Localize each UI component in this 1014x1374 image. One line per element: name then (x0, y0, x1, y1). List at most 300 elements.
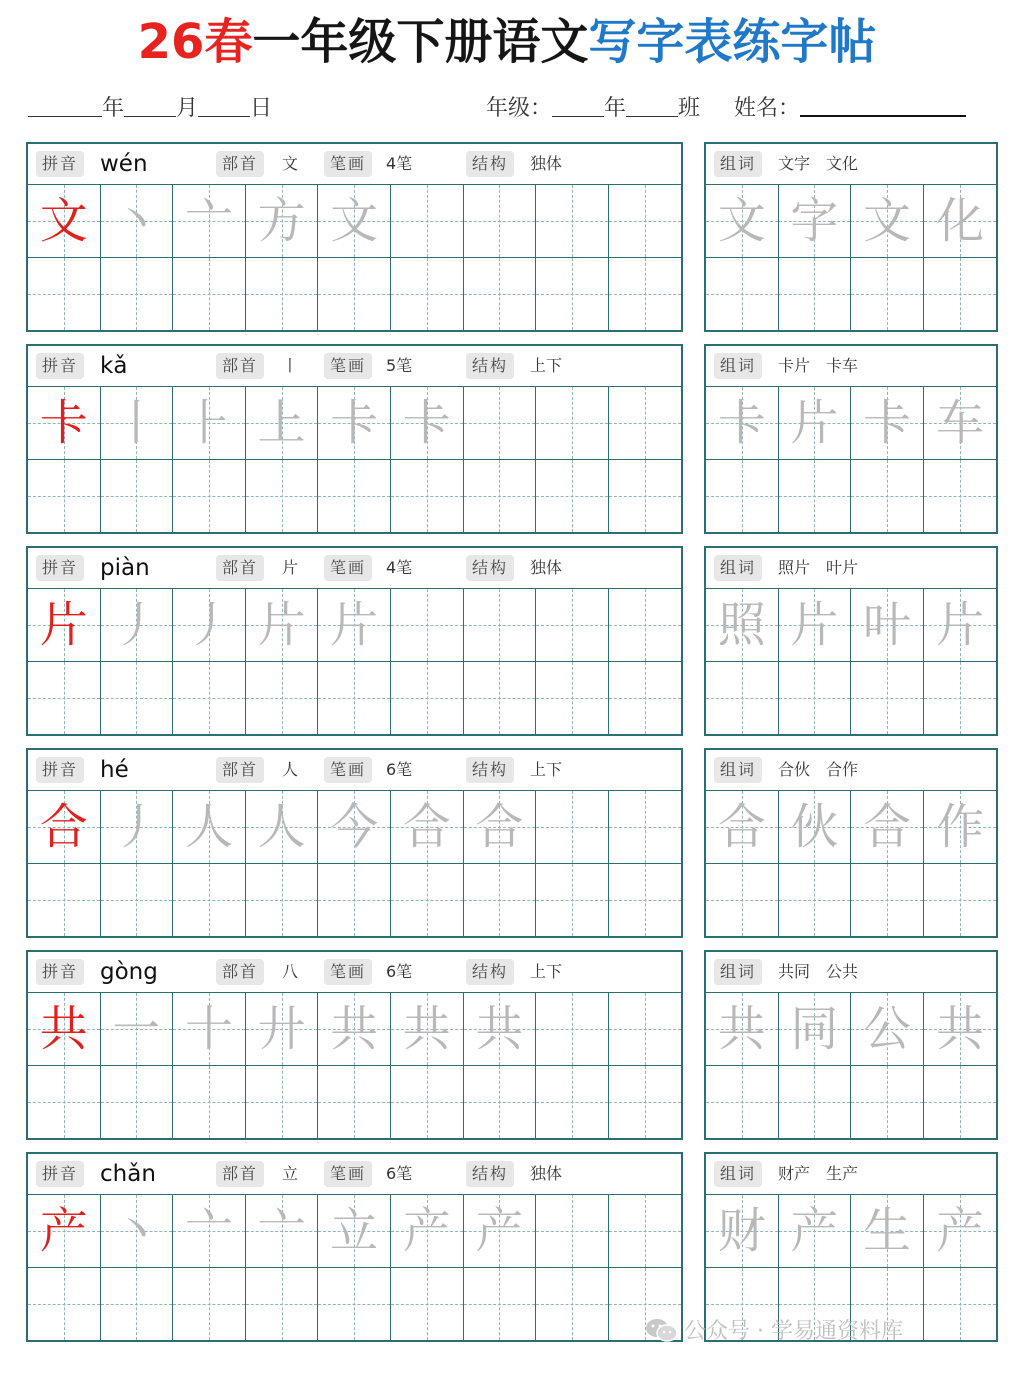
writing-cell[interactable] (924, 1195, 997, 1268)
guide-line-v (136, 460, 137, 533)
writing-cell[interactable] (28, 185, 101, 258)
guide-line-v (572, 993, 573, 1065)
writing-cell[interactable] (851, 1195, 924, 1268)
page-title (0, 10, 1014, 74)
class-label: 班 (678, 96, 701, 121)
writing-cell[interactable] (706, 185, 779, 258)
writing-cell[interactable] (706, 589, 779, 662)
stroke-order-step: 丨 (112, 395, 161, 451)
radical-value: 八 (282, 962, 299, 981)
word-trace-character: 合 (862, 799, 911, 855)
writing-cell[interactable] (101, 791, 174, 864)
writing-cell[interactable] (101, 864, 174, 937)
writing-cell[interactable] (609, 460, 682, 533)
guide-line-v (814, 1066, 815, 1139)
writing-cell[interactable] (318, 1066, 391, 1139)
writing-cell[interactable] (536, 589, 609, 662)
grade-label: 年级： (486, 96, 553, 121)
writing-cell[interactable] (851, 864, 924, 937)
writing-cell[interactable] (28, 387, 101, 460)
guide-line-v (572, 1066, 573, 1139)
guide-line-v (814, 662, 815, 735)
writing-cell[interactable] (924, 460, 997, 533)
name-label: 姓名： (734, 96, 801, 121)
card-header (706, 750, 996, 791)
writing-cell[interactable] (28, 864, 101, 937)
writing-cell[interactable] (246, 1195, 319, 1268)
writing-cell[interactable] (173, 258, 246, 331)
title-grade: 一年级下册语文 (252, 14, 589, 70)
writing-cell[interactable] (246, 1066, 319, 1139)
writing-cell[interactable] (609, 791, 682, 864)
stroke-order-step: 丿 (184, 597, 233, 653)
model-character: 产 (39, 1203, 88, 1259)
word-card-wén (704, 142, 998, 332)
writing-cell[interactable] (173, 460, 246, 533)
stroke-order-step: 丿 (112, 799, 161, 855)
tianzige-grid (28, 387, 681, 532)
structure-tag: 结构 (466, 757, 514, 783)
guide-line-v (742, 258, 743, 331)
writing-cell[interactable] (391, 1066, 464, 1139)
class-blank[interactable] (626, 93, 678, 117)
writing-cell[interactable] (391, 387, 464, 460)
guide-line-v (960, 258, 961, 331)
writing-cell[interactable] (391, 589, 464, 662)
writing-cell[interactable] (706, 662, 779, 735)
writing-cell[interactable] (173, 1268, 246, 1341)
writing-cell[interactable] (464, 791, 537, 864)
stroke-order-step: 一 (112, 1001, 161, 1057)
year-blank[interactable] (28, 93, 102, 117)
guide-line-v (354, 1268, 355, 1341)
word-trace-character: 卡 (862, 395, 911, 451)
writing-cell[interactable] (391, 993, 464, 1066)
tianzige-grid (28, 185, 681, 330)
radical-tag: 部首 (216, 757, 264, 783)
writing-cell[interactable] (706, 791, 779, 864)
writing-cell[interactable] (246, 589, 319, 662)
guide-line-v (499, 864, 500, 937)
char-card-wén (26, 142, 683, 332)
writing-cell[interactable] (246, 387, 319, 460)
card-header (706, 144, 996, 185)
words-tag: 组词 (714, 353, 762, 379)
guide-line-v (814, 460, 815, 533)
writing-cell[interactable] (246, 1268, 319, 1341)
stroke-order-step: 合 (475, 799, 524, 855)
radical-tag: 部首 (216, 959, 264, 985)
writing-cell[interactable] (536, 185, 609, 258)
guide-line-v (499, 258, 500, 331)
writing-cell[interactable] (28, 1066, 101, 1139)
pinyin-value: wén (100, 151, 148, 177)
guide-line-v (64, 864, 65, 937)
guide-line-v (64, 1066, 65, 1139)
writing-cell[interactable] (246, 864, 319, 937)
guide-line-v (572, 791, 573, 863)
writing-cell[interactable] (779, 993, 852, 1066)
guide-line-v (645, 993, 646, 1065)
strokes-value: 4笔 (386, 154, 413, 173)
writing-cell[interactable] (101, 662, 174, 735)
tianzige-grid (28, 791, 681, 936)
writing-cell[interactable] (851, 1066, 924, 1139)
writing-cell[interactable] (464, 589, 537, 662)
pinyin-value: gòng (100, 959, 158, 985)
writing-cell[interactable] (246, 993, 319, 1066)
writing-cell[interactable] (391, 864, 464, 937)
writing-cell[interactable] (609, 387, 682, 460)
writing-cell[interactable] (779, 1195, 852, 1268)
writing-cell[interactable] (536, 1268, 609, 1341)
tianzige-grid (28, 993, 681, 1138)
char-card-chǎn (26, 1152, 683, 1342)
writing-cell[interactable] (464, 387, 537, 460)
wechat-icon (644, 1317, 678, 1343)
writing-cell[interactable] (173, 387, 246, 460)
guide-line-v (572, 589, 573, 661)
writing-cell[interactable] (779, 864, 852, 937)
stroke-order-step: ⺊ (184, 395, 233, 451)
writing-cell[interactable] (924, 1066, 997, 1139)
writing-cell[interactable] (851, 258, 924, 331)
writing-cell[interactable] (924, 993, 997, 1066)
writing-cell[interactable] (609, 258, 682, 331)
writing-cell[interactable] (101, 460, 174, 533)
guide-line-v (136, 1066, 137, 1139)
word-trace-character: 同 (790, 1001, 839, 1057)
guide-line-v (282, 1268, 283, 1341)
writing-cell[interactable] (101, 589, 174, 662)
writing-cell[interactable] (464, 460, 537, 533)
writing-cell[interactable] (464, 185, 537, 258)
writing-cell[interactable] (318, 993, 391, 1066)
writing-cell[interactable] (28, 1268, 101, 1341)
day-blank[interactable] (198, 93, 250, 117)
radical-tag: 部首 (216, 555, 264, 581)
writing-cell[interactable] (464, 1195, 537, 1268)
writing-cell[interactable] (706, 258, 779, 331)
writing-cell[interactable] (706, 1195, 779, 1268)
writing-cell[interactable] (536, 791, 609, 864)
guide-line-v (572, 460, 573, 533)
writing-cell[interactable] (609, 1066, 682, 1139)
word-trace-character: 卡 (717, 395, 766, 451)
writing-cell[interactable] (924, 589, 997, 662)
tianzige-grid (28, 1195, 681, 1340)
guide-line-v (499, 1066, 500, 1139)
writing-cell[interactable] (318, 258, 391, 331)
pinyin-tag: 拼音 (36, 555, 84, 581)
writing-cell[interactable] (173, 662, 246, 735)
strokes-value: 6笔 (386, 1164, 413, 1183)
writing-cell[interactable] (924, 864, 997, 937)
writing-cell[interactable] (924, 662, 997, 735)
writing-cell[interactable] (173, 864, 246, 937)
writing-cell[interactable] (924, 791, 997, 864)
writing-cell[interactable] (246, 791, 319, 864)
tianzige-grid (706, 185, 996, 330)
radical-value: 文 (282, 154, 299, 173)
writing-cell[interactable] (391, 791, 464, 864)
writing-cell[interactable] (851, 662, 924, 735)
words-tag: 组词 (714, 959, 762, 985)
writing-cell[interactable] (706, 864, 779, 937)
writing-cell[interactable] (318, 460, 391, 533)
word-trace-character: 作 (936, 799, 985, 855)
writing-cell[interactable] (851, 589, 924, 662)
writing-cell[interactable] (391, 662, 464, 735)
writing-cell[interactable] (101, 1066, 174, 1139)
stroke-order-step: 片 (330, 597, 379, 653)
writing-cell[interactable] (536, 258, 609, 331)
writing-cell[interactable] (536, 1195, 609, 1268)
writing-cell[interactable] (924, 387, 997, 460)
pinyin-tag: 拼音 (36, 757, 84, 783)
word-trace-character: 产 (790, 1203, 839, 1259)
guide-line-v (645, 1195, 646, 1267)
writing-cell[interactable] (28, 589, 101, 662)
stroke-order-step: 卡 (402, 395, 451, 451)
guide-line-v (209, 1066, 210, 1139)
writing-cell[interactable] (28, 791, 101, 864)
radical-value: 片 (282, 558, 299, 577)
guide-line-v (427, 460, 428, 533)
stroke-order-step: 丶 (112, 1203, 161, 1259)
model-character: 卡 (39, 395, 88, 451)
writing-cell[interactable] (318, 662, 391, 735)
writing-cell[interactable] (851, 185, 924, 258)
writing-cell[interactable] (464, 258, 537, 331)
writing-cell[interactable] (246, 662, 319, 735)
writing-cell[interactable] (536, 993, 609, 1066)
radical-tag: 部首 (216, 151, 264, 177)
words-value: 财产 生产 (778, 1164, 859, 1183)
guide-line-v (742, 1066, 743, 1139)
writing-cell[interactable] (318, 185, 391, 258)
word-trace-character: 化 (936, 193, 985, 249)
guide-line-v (887, 460, 888, 533)
writing-cell[interactable] (173, 185, 246, 258)
writing-cell[interactable] (464, 864, 537, 937)
writing-cell[interactable] (609, 185, 682, 258)
words-value: 文字 文化 (778, 154, 859, 173)
writing-cell[interactable] (779, 589, 852, 662)
strokes-tag: 笔画 (324, 1161, 372, 1187)
word-trace-character: 公 (862, 1001, 911, 1057)
writing-cell[interactable] (706, 993, 779, 1066)
writing-cell[interactable] (101, 387, 174, 460)
grade-blank[interactable] (552, 93, 604, 117)
stroke-order-step: 上 (257, 395, 306, 451)
writing-cell[interactable] (464, 662, 537, 735)
writing-cell[interactable] (28, 460, 101, 533)
writing-cell[interactable] (391, 460, 464, 533)
stroke-order-step: 丿 (112, 597, 161, 653)
name-blank[interactable] (800, 93, 966, 117)
stroke-order-step: 共 (402, 1001, 451, 1057)
writing-cell[interactable] (101, 993, 174, 1066)
structure-tag: 结构 (466, 555, 514, 581)
stroke-order-step: 人 (184, 799, 233, 855)
guide-line-v (427, 662, 428, 735)
watermark-text: 公众号 · 学易通资料库 (684, 1319, 903, 1344)
pinyin-value: hé (100, 757, 129, 783)
structure-value: 独体 (530, 154, 563, 173)
writing-cell[interactable] (391, 258, 464, 331)
writing-cell[interactable] (391, 1268, 464, 1341)
writing-cell[interactable] (924, 185, 997, 258)
writing-cell[interactable] (609, 864, 682, 937)
year-label: 年 (102, 96, 125, 121)
writing-cell[interactable] (28, 993, 101, 1066)
stroke-order-step: 立 (330, 1203, 379, 1259)
writing-cell[interactable] (536, 387, 609, 460)
word-card-piàn (704, 546, 998, 736)
writing-cell[interactable] (318, 791, 391, 864)
guide-line-v (136, 258, 137, 331)
title-term: 26春 (137, 14, 253, 70)
guide-line-v (887, 258, 888, 331)
card-header (28, 548, 681, 589)
writing-cell[interactable] (706, 1066, 779, 1139)
writing-cell[interactable] (318, 864, 391, 937)
writing-cell[interactable] (246, 460, 319, 533)
writing-cell[interactable] (391, 1195, 464, 1268)
stroke-order-step: 十 (184, 1001, 233, 1057)
writing-cell[interactable] (851, 460, 924, 533)
guide-line-v (645, 387, 646, 459)
writing-cell[interactable] (173, 993, 246, 1066)
writing-cell[interactable] (246, 258, 319, 331)
class-line (486, 92, 966, 126)
char-card-gòng (26, 950, 683, 1140)
writing-cell[interactable] (464, 1268, 537, 1341)
writing-cell[interactable] (101, 1268, 174, 1341)
writing-cell[interactable] (536, 1066, 609, 1139)
writing-cell[interactable] (28, 258, 101, 331)
writing-cell[interactable] (464, 1066, 537, 1139)
date-line (28, 92, 272, 126)
writing-cell[interactable] (924, 258, 997, 331)
month-blank[interactable] (124, 93, 176, 117)
card-header (706, 952, 996, 993)
writing-cell[interactable] (779, 258, 852, 331)
word-trace-character: 合 (717, 799, 766, 855)
guide-line-v (282, 662, 283, 735)
writing-cell[interactable] (318, 387, 391, 460)
writing-cell[interactable] (609, 993, 682, 1066)
stroke-order-step: 合 (402, 799, 451, 855)
writing-cell[interactable] (536, 864, 609, 937)
guide-line-v (645, 460, 646, 533)
writing-cell[interactable] (536, 460, 609, 533)
guide-line-v (814, 258, 815, 331)
pinyin-tag: 拼音 (36, 959, 84, 985)
guide-line-v (499, 460, 500, 533)
title-subject: 写字表练字帖 (588, 14, 877, 70)
word-card-gòng (704, 950, 998, 1140)
guide-line-v (645, 589, 646, 661)
writing-cell[interactable] (706, 460, 779, 533)
writing-cell[interactable] (464, 993, 537, 1066)
structure-tag: 结构 (466, 353, 514, 379)
writing-cell[interactable] (779, 1066, 852, 1139)
stroke-order-step: 廾 (257, 1001, 306, 1057)
writing-cell[interactable] (924, 1268, 997, 1341)
writing-cell[interactable] (779, 662, 852, 735)
guide-line-v (354, 1066, 355, 1139)
strokes-value: 5笔 (386, 356, 413, 375)
words-tag: 组词 (714, 757, 762, 783)
writing-cell[interactable] (318, 589, 391, 662)
writing-cell[interactable] (318, 1268, 391, 1341)
writing-cell[interactable] (706, 387, 779, 460)
writing-cell[interactable] (851, 993, 924, 1066)
guide-line-v (887, 864, 888, 937)
char-card-piàn (26, 546, 683, 736)
guide-line-v (136, 864, 137, 937)
writing-cell[interactable] (779, 791, 852, 864)
word-card-hé (704, 748, 998, 938)
words-tag: 组词 (714, 151, 762, 177)
guide-line-v (427, 185, 428, 257)
writing-cell[interactable] (101, 185, 174, 258)
guide-line-v (499, 1268, 500, 1341)
writing-cell[interactable] (779, 387, 852, 460)
writing-cell[interactable] (173, 1195, 246, 1268)
strokes-tag: 笔画 (324, 959, 372, 985)
guide-line-v (499, 662, 500, 735)
writing-cell[interactable] (779, 460, 852, 533)
guide-line-v (427, 589, 428, 661)
guide-line-v (645, 258, 646, 331)
char-card-kǎ (26, 344, 683, 534)
guide-line-v (887, 1066, 888, 1139)
writing-cell[interactable] (28, 662, 101, 735)
structure-value: 上下 (530, 962, 563, 981)
word-trace-character: 文 (717, 193, 766, 249)
writing-cell[interactable] (28, 1195, 101, 1268)
writing-cell[interactable] (246, 185, 319, 258)
writing-cell[interactable] (101, 258, 174, 331)
writing-cell[interactable] (851, 791, 924, 864)
writing-cell[interactable] (173, 589, 246, 662)
card-header (28, 144, 681, 185)
writing-cell[interactable] (391, 185, 464, 258)
writing-cell[interactable] (609, 662, 682, 735)
writing-cell[interactable] (101, 1195, 174, 1268)
structure-value: 上下 (530, 356, 563, 375)
writing-cell[interactable] (609, 589, 682, 662)
writing-cell[interactable] (173, 791, 246, 864)
guide-line-v (742, 662, 743, 735)
writing-cell[interactable] (173, 1066, 246, 1139)
tianzige-grid (28, 589, 681, 734)
stroke-order-step: 亠 (257, 1203, 306, 1259)
guide-line-v (282, 460, 283, 533)
stroke-order-step: 亠 (184, 1203, 233, 1259)
writing-cell[interactable] (536, 662, 609, 735)
pinyin-value: piàn (100, 555, 150, 581)
writing-cell[interactable] (318, 1195, 391, 1268)
writing-cell[interactable] (779, 185, 852, 258)
strokes-tag: 笔画 (324, 151, 372, 177)
writing-cell[interactable] (851, 387, 924, 460)
guide-line-v (64, 460, 65, 533)
writing-cell[interactable] (609, 1195, 682, 1268)
